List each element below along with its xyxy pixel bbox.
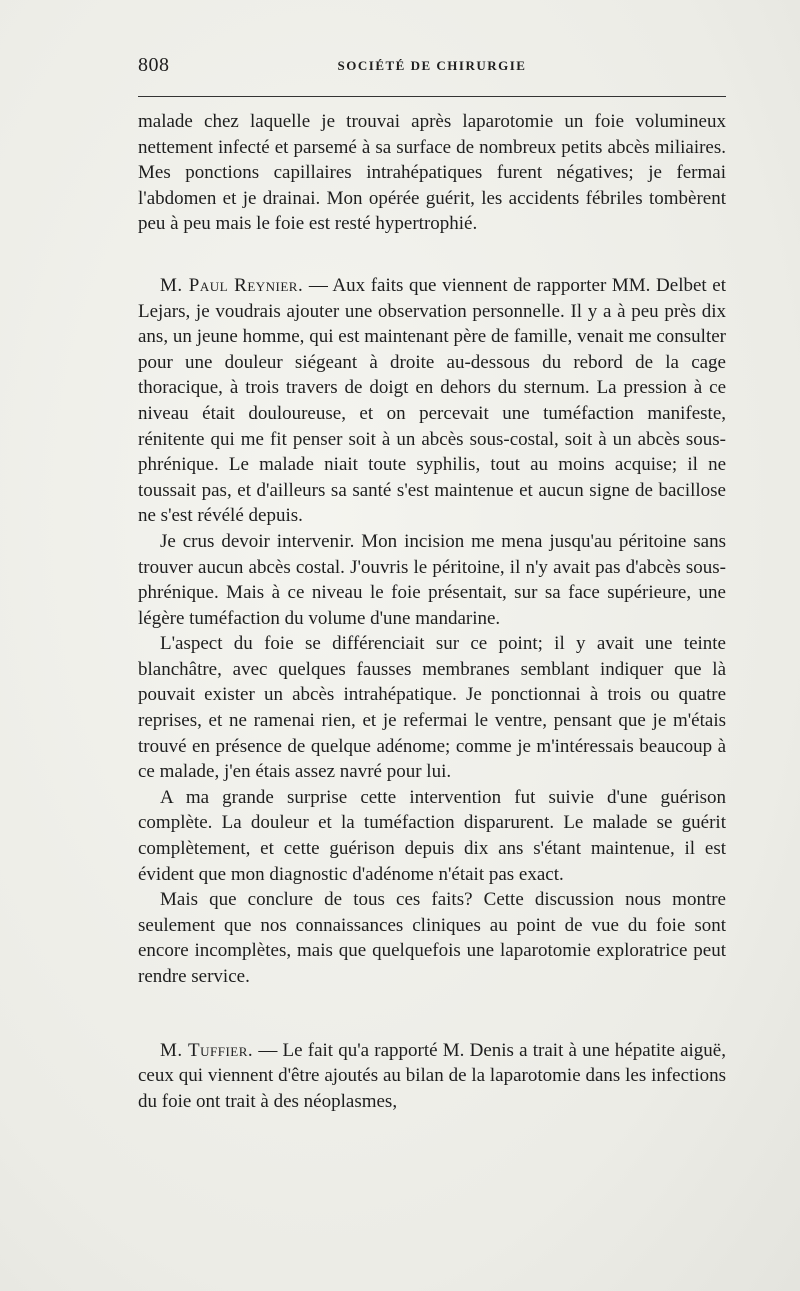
paragraph-continuation: malade chez laquelle je trouvai après laparotomie un foie volumineux nettement infecté et parsemé à sa surface de nombreux petits abcès miliaires. Mes ponctions capillaires intrahépatiques furent négatives; je fermai l'abdomen et je drainai. Mon opérée guérit, les accidents fébriles tombèrent peu à peu mais le foie est resté hypertrophié. — [138, 111, 726, 235]
paragraph-text: — Aux faits que viennent de rapporter MM. Delbet et Lejars, je voudrais ajouter une observation personnelle. Il y a à peu près dix ans, un jeune homme, qui est maintenant père de famille, venait me consulter pour une douleur siégeant à droite au-dessous du rebord de la cage thoracique, à trois travers de doigt en dehors du sternum. La pression à ce niveau était douloureuse, et on percevait une tuméfaction manifeste, rénitente qui me fit penser soit à un abcès sous-costal, soit à un abcès sous-phrénique. Le malade niait toute syphilis, tout au moins acquise; il ne toussait pas, et d'ailleurs sa santé s'est maintenue et aucun signe de bacillose ne s'est révélé depuis. — [138, 274, 726, 527]
body-text — [138, 109, 726, 1114]
paragraph-text: — Le fait qu'a rapporté M. Denis a trait à une hépatite aiguë, ceux qui viennent d'être ajoutés au bilan de la laparotomie dans les infections du foie ont trait à des néoplasmes, — [138, 1039, 726, 1112]
section-gap — [138, 990, 726, 1038]
speaker-name: M. Paul Reynier. — [160, 274, 304, 296]
paragraph: Je crus devoir intervenir. Mon incision me mena jusqu'au péritoine sans trouver aucun abcès costal. J'ouvris le péritoine, il n'y avait pas d'abcès sous-phrénique. Mais à ce niveau le foie présentait, sur sa face supérieure, une légère tuméfaction du volume d'une mandarine. — [138, 530, 726, 629]
page-header — [138, 54, 726, 82]
paragraph: L'aspect du foie se différenciait sur ce point; il y avait une teinte blanchâtre, avec quelques fausses membranes semblant indiquer que là pouvait exister un abcès intrahépatique. Je ponctionnai à trois ou quatre reprises, et ne ramenai rien, et je refermai le ventre, pensant que je m'étais trouvé en présence de quelque adénome; comme je m'intéressais beaucoup à ce malade, j'en étais assez navré pour lui. — [138, 633, 726, 783]
page-number: 808 — [138, 54, 170, 76]
header-rule — [138, 96, 726, 97]
paragraph-tuffier — [138, 1038, 726, 1115]
running-head: SOCIÉTÉ DE CHIRURGIE — [337, 58, 527, 73]
paragraph: Mais que conclure de tous ces faits? Cette discussion nous montre seulement que nos connaissances cliniques au point de vue du foie sont encore incomplètes, mais que quelquefois une laparotomie exploratrice peut rendre service. — [138, 889, 726, 987]
paragraph: A ma grande surprise cette intervention fut suivie d'une guérison complète. La douleur et la tuméfaction disparurent. Le malade se guérit complètement, et cette guérison depuis dix ans s'étant maintenue, il est évident que mon diagnostic d'adénome n'était pas exact. — [138, 786, 726, 885]
section-gap — [138, 237, 726, 273]
speaker-name: M. Tuffier. — [160, 1039, 254, 1061]
paragraph-reynier — [138, 273, 726, 529]
